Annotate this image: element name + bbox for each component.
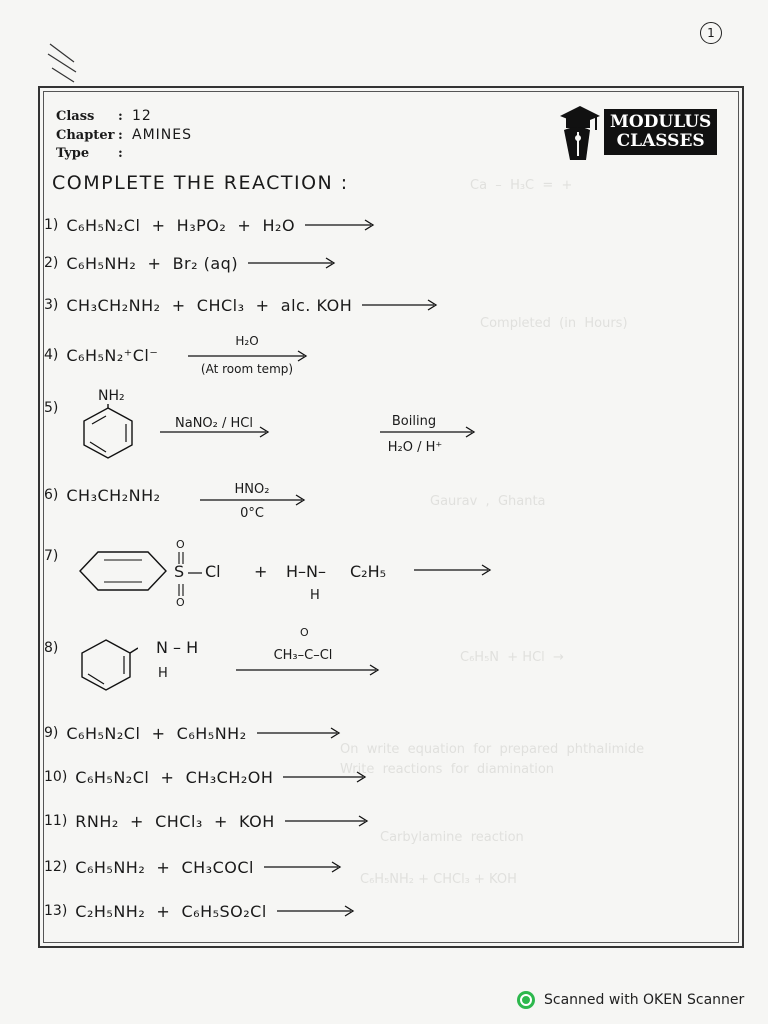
reaction-number: 1) (44, 217, 59, 233)
class-value: 12 (132, 108, 152, 124)
reaction-5-number: 5) (44, 400, 59, 416)
amine-left: H–N– (286, 562, 326, 581)
reaction-reactants: RNH₂ + CHCl₃ + KOH (75, 811, 275, 831)
reaction-8-number: 8) (44, 640, 59, 656)
logo-line-1: MODULUS (610, 112, 712, 132)
reaction-arrow-icon (188, 350, 310, 362)
benzene-ring-icon (78, 404, 138, 460)
reaction-7-number: 7) (44, 548, 59, 564)
reaction-reactants: C₆H₅N₂Cl + CH₃CH₂OH (75, 767, 274, 787)
reaction-10 (44, 762, 369, 792)
reaction-arrow-icon (414, 564, 494, 576)
acetyl-oxygen: O (300, 626, 309, 639)
reaction-arrow-icon (257, 727, 343, 739)
chapter-value: AMINES (132, 127, 192, 143)
sulfonyl-oxygen-top: O (176, 538, 185, 551)
reaction-13 (44, 896, 357, 926)
sulfonyl-chlorine: Cl (205, 562, 221, 581)
reaction-arrow-icon (160, 426, 272, 438)
reaction-number: 10) (44, 769, 68, 785)
type-separator: : (118, 146, 123, 161)
benzene-ring-icon (76, 548, 172, 594)
worksheet-heading: COMPLETE THE REACTION : (52, 172, 349, 194)
scanner-watermark-text: Scanned with OKEN Scanner (544, 992, 745, 1008)
reaction-5-substituent: NH₂ (98, 388, 125, 404)
reaction-4-condition-above: H₂O (235, 334, 259, 348)
reaction-4 (44, 340, 158, 370)
reaction-arrow-icon (248, 257, 338, 269)
reaction-number: 6) (44, 487, 59, 503)
reaction-4-condition-below: (At room temp) (200, 362, 294, 376)
logo-line-2: CLASSES (616, 131, 705, 151)
sulfonyl-oxygen-bottom: O (176, 596, 185, 609)
modulus-classes-logo (556, 102, 717, 162)
reaction-reactants: C₂H₅NH₂ + C₆H₅SO₂Cl (75, 901, 267, 921)
reaction-number: 11) (44, 813, 68, 829)
reaction-reactants: CH₃CH₂NH₂ (66, 485, 161, 505)
graduation-cap-pen-icon (556, 102, 600, 162)
benzene-ring-icon (76, 636, 138, 694)
reaction-number: 12) (44, 859, 68, 875)
reaction-reactants: C₆H₅NH₂ + CH₃COCl (75, 857, 254, 877)
reaction-arrow-icon (264, 861, 344, 873)
reaction-number: 4) (44, 347, 59, 363)
reaction-6-condition-below: 0°C (240, 506, 264, 521)
reaction-5-condition-2-below: H₂O / H⁺ (387, 440, 443, 455)
reaction-arrow-icon (283, 771, 369, 783)
reaction-8-reagent: CH₃–C–Cl (273, 648, 333, 663)
reaction-arrow-icon (380, 426, 478, 438)
reaction-11 (44, 806, 371, 836)
scanner-watermark (516, 990, 744, 1010)
page-number: 1 (700, 22, 722, 44)
reaction-9 (44, 718, 343, 748)
reaction-3 (44, 290, 440, 320)
reaction-arrow-icon (236, 664, 382, 676)
reaction-number: 9) (44, 725, 59, 741)
reaction-12 (44, 852, 344, 882)
single-bond (186, 570, 204, 576)
reaction-2 (44, 248, 338, 278)
amine-nh-group: N – H (156, 638, 199, 657)
amine-nh-hydrogen: H (158, 666, 168, 681)
reaction-arrow-icon (285, 815, 371, 827)
reaction-arrow-icon (277, 905, 357, 917)
type-label: Type (56, 146, 90, 161)
reaction-reactants: C₆H₅N₂Cl + C₆H₅NH₂ (66, 723, 247, 743)
chapter-separator: : (118, 128, 123, 143)
sulfonyl-sulfur: S (174, 562, 185, 581)
amine-hydrogen: H (310, 588, 320, 603)
reaction-7-plus: + (254, 562, 268, 581)
reaction-6 (44, 480, 161, 510)
reaction-arrow-icon (362, 299, 440, 311)
reaction-arrow-icon (200, 494, 308, 506)
worksheet-meta (56, 108, 192, 165)
reaction-arrow-icon (305, 219, 377, 231)
reaction-1 (44, 210, 377, 240)
reaction-5-condition-1: NaNO₂ / HCl (175, 416, 253, 431)
margin-strike-marks (44, 40, 84, 86)
reaction-6-condition-above: HNO₂ (234, 482, 270, 497)
reaction-number: 2) (44, 255, 59, 271)
reaction-reactants: C₆H₅N₂⁺Cl⁻ (66, 345, 159, 365)
reaction-reactants: C₆H₅N₂Cl + H₃PO₂ + H₂O (66, 215, 296, 235)
class-label: Class (56, 109, 95, 124)
oken-scanner-icon (516, 990, 536, 1010)
amine-right: C₂H₅ (350, 562, 387, 581)
reaction-number: 13) (44, 903, 68, 919)
reaction-reactants: C₆H₅NH₂ + Br₂ (aq) (66, 253, 239, 273)
reaction-reactants: CH₃CH₂NH₂ + CHCl₃ + alc. KOH (66, 295, 353, 315)
class-separator: : (118, 109, 123, 124)
double-bond-bottom (176, 584, 186, 596)
reaction-5-condition-2-above: Boiling (391, 414, 437, 429)
chapter-label: Chapter (56, 128, 115, 143)
reaction-number: 3) (44, 297, 59, 313)
